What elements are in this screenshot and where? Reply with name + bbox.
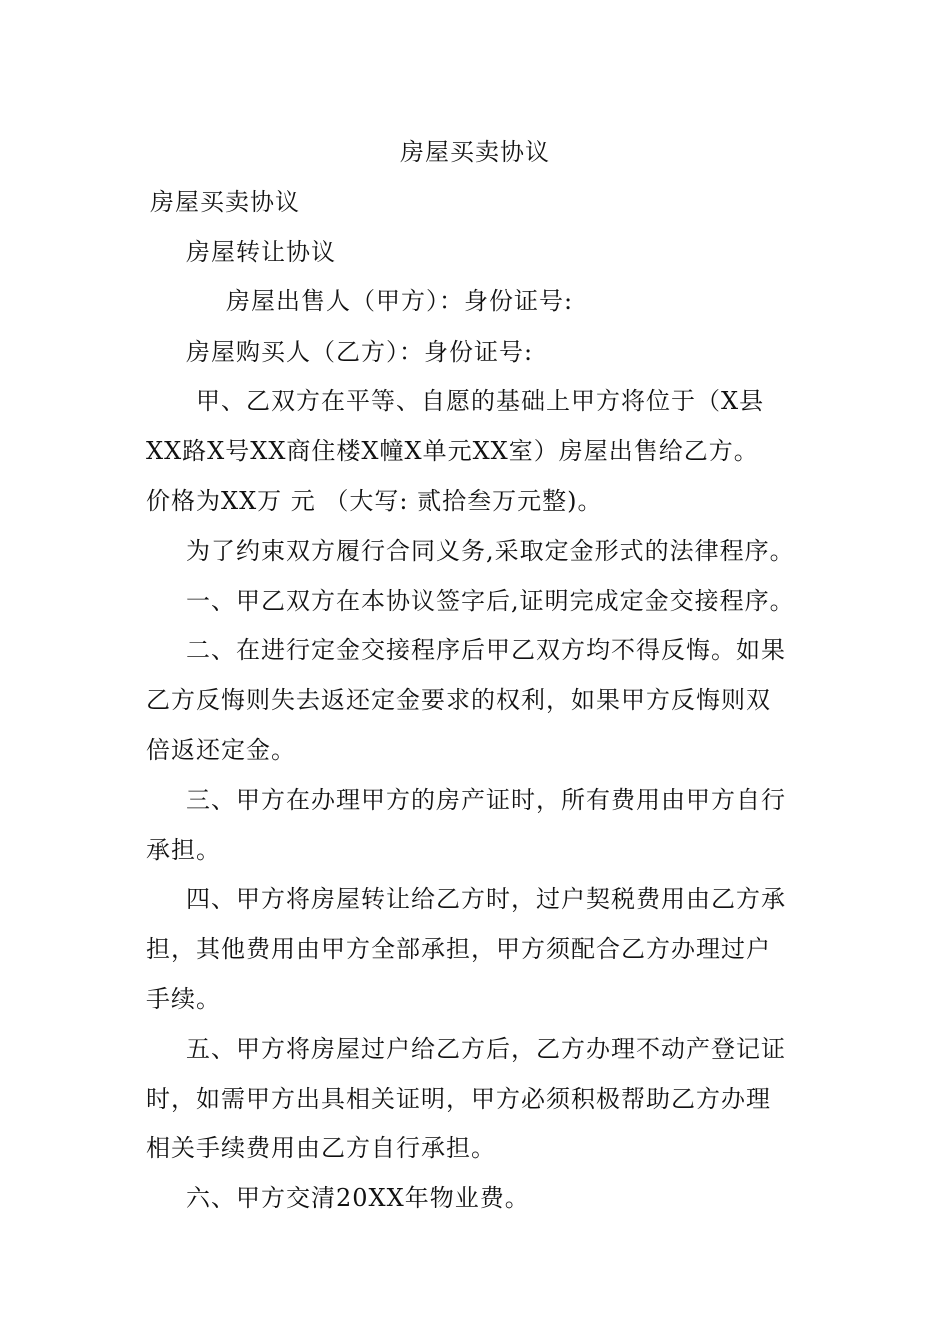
paragraph-line: 三、甲方在办理甲方的房产证时，所有费用由甲方自行 [186,786,786,814]
paragraph-line: 一、甲乙双方在本协议签字后,证明完成定金交接程序。 [186,587,795,615]
paragraph-line: 房屋转让协议 [186,238,336,266]
paragraph-line: 房屋购买人（乙方）：身份证号: [186,338,534,366]
paragraph-line: 六、甲方交清20XX年物业费。 [186,1184,530,1212]
paragraph-line: 倍返还定金。 [146,736,296,764]
paragraph-line: 二、在进行定金交接程序后甲乙双方均不得反悔。如果 [186,636,786,664]
paragraph-line: 房屋买卖协议 [150,188,300,216]
paragraph-line: 甲、乙双方在平等、自愿的基础上甲方将位于（X县 [196,387,765,415]
paragraph-line: 四、甲方将房屋转让给乙方时，过户契税费用由乙方承 [186,885,786,913]
paragraph-line: 相关手续费用由乙方自行承担。 [146,1134,496,1162]
paragraph-line: 承担。 [146,836,221,864]
document-title: 房屋买卖协议 [400,138,550,166]
paragraph-line: 五、甲方将房屋过户给乙方后，乙方办理不动产登记证 [186,1035,786,1063]
paragraph-line: XX路X号XX商住楼X幢X单元XX室）房屋出售给乙方。 [146,437,759,465]
paragraph-line: 为了约束双方履行合同义务,采取定金形式的法律程序。 [186,537,795,565]
paragraph-line: 时，如需甲方出具相关证明，甲方必须积极帮助乙方办理 [146,1085,771,1113]
paragraph-line: 担，其他费用由甲方全部承担，甲方须配合乙方办理过户 [146,935,771,963]
paragraph-line: 乙方反悔则失去返还定金要求的权利，如果甲方反悔则双 [146,686,771,714]
paragraph-line: 价格为XX万 元 （大写: 贰拾叁万元整)。 [146,487,603,515]
paragraph-line: 房屋出售人（甲方）：身份证号: [226,287,574,315]
paragraph-line: 手续。 [146,985,221,1013]
